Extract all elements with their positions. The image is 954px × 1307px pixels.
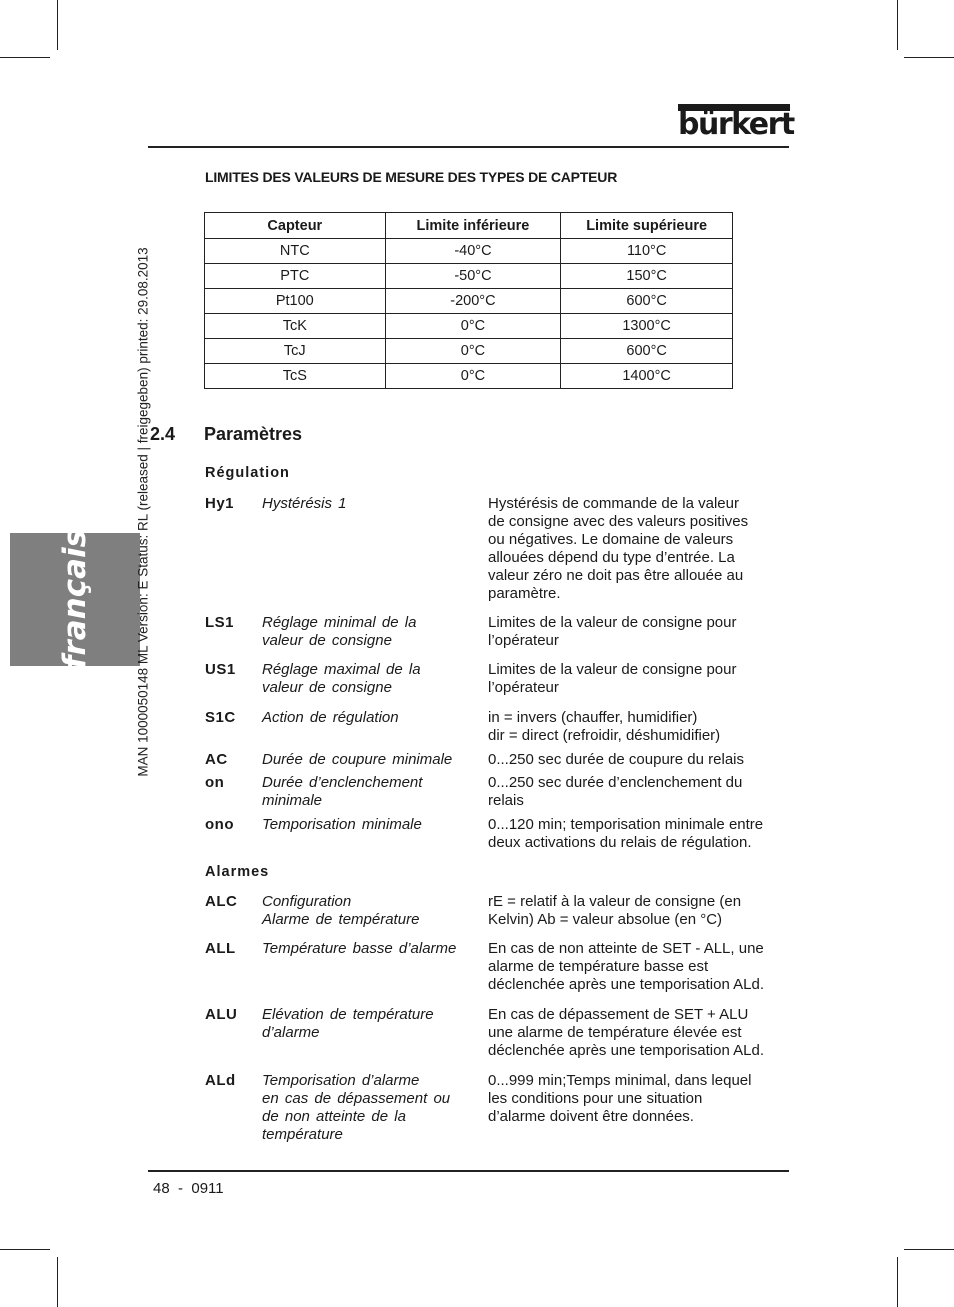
crop-mark	[0, 1249, 50, 1250]
page-number: 48 - 0911	[153, 1180, 224, 1197]
table-row	[205, 364, 733, 389]
param-name: Réglage maximal de la valeur de consigne	[262, 661, 421, 696]
table-row	[205, 289, 733, 314]
table-row	[205, 264, 733, 289]
table-cell: 0°C	[385, 314, 561, 339]
param-name: Température basse d’alarme	[262, 940, 457, 957]
section-heading	[150, 424, 302, 445]
crop-mark	[0, 57, 50, 58]
param-description: Hystérésis de commande de la valeur de consigne avec des valeurs positives ou négatives. Le domaine de valeurs allouées dépend du type d’entrée. La valeur zéro ne doit pas être allouée au paramètre.	[488, 495, 749, 602]
param-description: 0...250 sec durée d’enclenchement du relais	[488, 774, 743, 809]
param-description: 0...250 sec durée de coupure du relais	[488, 751, 745, 768]
param-description: Limites de la valeur de consigne pour l’opérateur	[488, 614, 737, 649]
table-cell: 1400°C	[561, 364, 733, 389]
table-cell: 110°C	[561, 239, 733, 264]
burkert-logo	[678, 104, 794, 142]
table-cell: 150°C	[561, 264, 733, 289]
param-name: Temporisation minimale	[262, 816, 422, 833]
param-name: Durée de coupure minimale	[262, 751, 453, 768]
table-row	[205, 239, 733, 264]
param-description: Limites de la valeur de consigne pour l’opérateur	[488, 661, 737, 696]
param-name: Durée d’enclenchement minimale	[262, 774, 423, 809]
crop-mark	[57, 1257, 58, 1307]
param-name: Temporisation d’alarme en cas de dépassement ou de non atteinte de la température	[262, 1072, 451, 1143]
crop-mark	[897, 1257, 898, 1307]
param-name: Hystérésis 1	[262, 495, 347, 512]
limits-title: LIMITES DES VALEURS DE MESURE DES TYPES DE CAPTEUR	[205, 169, 618, 185]
table-row	[205, 314, 733, 339]
table-cell: TcK	[205, 314, 386, 339]
table-header-row	[205, 213, 733, 239]
param-code: Hy1	[205, 495, 235, 512]
table-cell: -40°C	[385, 239, 561, 264]
param-code: S1C	[205, 709, 236, 726]
param-name: Configuration Alarme de température	[262, 893, 420, 928]
regulation-heading: Régulation	[205, 465, 290, 481]
crop-mark	[904, 57, 954, 58]
param-code: ALd	[205, 1072, 236, 1089]
param-name: Réglage minimal de la valeur de consigne	[262, 614, 417, 649]
param-code: US1	[205, 661, 236, 678]
param-code: ALU	[205, 1006, 238, 1023]
param-code: ALL	[205, 940, 236, 957]
param-description: 0...999 min;Temps minimal, dans lequel les conditions pour une situation d’alarme doivent être données.	[488, 1072, 752, 1125]
param-name: Action de régulation	[262, 709, 399, 726]
table-cell: 0°C	[385, 339, 561, 364]
column-header: Limite supérieure	[561, 213, 733, 239]
alarms-heading: Alarmes	[205, 864, 270, 880]
crop-mark	[897, 0, 898, 50]
param-code: LS1	[205, 614, 235, 631]
table-cell: TcJ	[205, 339, 386, 364]
table-cell: -50°C	[385, 264, 561, 289]
table-cell: 600°C	[561, 289, 733, 314]
logo-text: bürkert	[678, 107, 794, 142]
table-cell: TcS	[205, 364, 386, 389]
table-cell: 1300°C	[561, 314, 733, 339]
language-tab	[10, 528, 140, 670]
section-title: Paramètres	[204, 424, 303, 444]
param-description: rE = relatif à la valeur de consigne (en Kelvin) Ab = valeur absolue (en °C)	[488, 893, 742, 928]
language-tab-label: français	[57, 528, 93, 670]
table-cell: PTC	[205, 264, 386, 289]
table-row	[205, 339, 733, 364]
param-description: in = invers (chauffer, humidifier) dir = direct (refroidir, déshumidifier)	[488, 709, 721, 744]
crop-mark	[57, 0, 58, 50]
limits-table	[204, 212, 733, 389]
table-cell: 0°C	[385, 364, 561, 389]
param-code: ono	[205, 816, 234, 833]
param-code: on	[205, 774, 225, 791]
section-number: 2.4	[150, 424, 176, 444]
crop-mark	[904, 1249, 954, 1250]
param-code: ALC	[205, 893, 238, 910]
table-cell: 600°C	[561, 339, 733, 364]
document-meta: MAN 1000050148 ML Version: E Status: RL (released | freigegeben) printed: 29.08.2013	[135, 247, 151, 777]
table-cell: NTC	[205, 239, 386, 264]
param-description: En cas de non atteinte de SET - ALL, une alarme de température basse est déclenchée après une temporisation ALd.	[488, 940, 765, 993]
param-code: AC	[205, 751, 228, 768]
param-name: Elévation de température d’alarme	[262, 1006, 434, 1041]
footer-rule	[148, 1170, 789, 1172]
table-cell: -200°C	[385, 289, 561, 314]
table-cell: Pt100	[205, 289, 386, 314]
column-header: Limite inférieure	[385, 213, 561, 239]
header-rule	[148, 146, 789, 148]
param-description: En cas de dépassement de SET + ALU une alarme de température élevée est déclenchée après une temporisation ALd.	[488, 1006, 765, 1059]
param-description: 0...120 min; temporisation minimale entre deux activations du relais de régulation.	[488, 816, 764, 851]
column-header: Capteur	[205, 213, 386, 239]
